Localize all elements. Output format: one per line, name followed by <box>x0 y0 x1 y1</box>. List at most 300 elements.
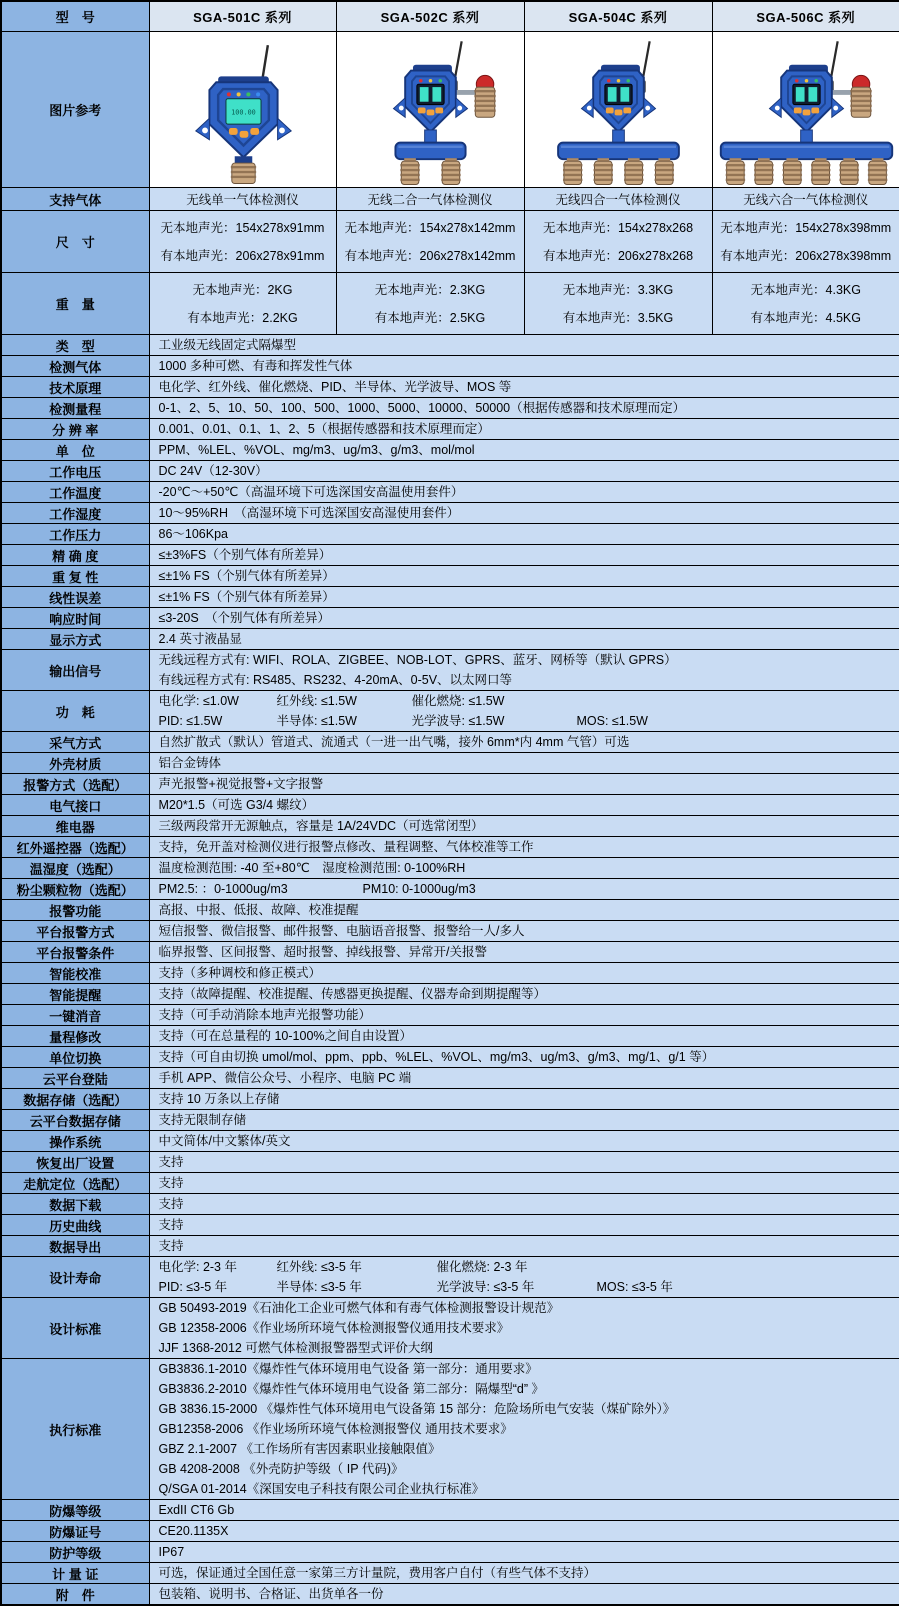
table-row <box>1 1542 899 1563</box>
model-header: SGA-501C 系列 <box>149 1 336 32</box>
spec-line <box>159 1399 899 1419</box>
row-label: 一键消音 <box>1 1005 149 1026</box>
table-row <box>1 1563 899 1584</box>
spec-line <box>159 524 899 544</box>
spec-segment: GB 4208-2008 《外壳防护等级（ IP 代码)》 <box>159 1459 404 1479</box>
spec-line: 无本地声光：4.3KG <box>714 276 899 304</box>
row-label: 外壳材质 <box>1 753 149 774</box>
spec-line <box>159 1584 899 1604</box>
spec-line: 无本地声光：154x278x142mm <box>338 214 523 242</box>
table-row <box>1 629 899 650</box>
table-row <box>1 377 899 398</box>
spec-value <box>149 1359 899 1500</box>
spec-line: 有本地声光：2.2KG <box>151 304 335 332</box>
spec-segment: 2.4 英寸液晶显 <box>159 629 242 649</box>
row-label: 分 辨 率 <box>1 419 149 440</box>
spec-line <box>159 608 899 628</box>
spec-segment: GB 3836.15-2000 《爆炸性气体环境用电气设备第 15 部分：危险场所电气安装（煤矿除外）》 <box>159 1399 676 1419</box>
spec-value <box>149 1047 899 1068</box>
spec-segment: M20*1.5（可选 G3/4 螺纹） <box>159 795 315 815</box>
table-row <box>1 963 899 984</box>
spec-value <box>149 1068 899 1089</box>
row-label: 数据存储（选配） <box>1 1089 149 1110</box>
row-label: 云平台登陆 <box>1 1068 149 1089</box>
spec-segment: ≤±3%FS（个别气体有所差异） <box>159 545 332 565</box>
spec-segment: -20℃～+50℃（高温环境下可选深国安高温使用套件） <box>159 482 464 502</box>
spec-segment: 支持 10 万条以上存储 <box>159 1089 280 1109</box>
spec-line: 无本地声光：154x278x398mm <box>714 214 899 242</box>
spec-value: 无线单一气体检测仪 <box>149 188 336 211</box>
row-label: 平台报警条件 <box>1 942 149 963</box>
spec-line <box>159 1277 899 1297</box>
spec-line <box>159 1500 899 1520</box>
spec-value <box>149 858 899 879</box>
spec-line <box>159 774 899 794</box>
sga-501c-detector-icon <box>150 32 336 187</box>
table-row <box>1 879 899 900</box>
row-label: 数据下载 <box>1 1194 149 1215</box>
row-label: 走航定位（选配） <box>1 1173 149 1194</box>
table-row <box>1 1131 899 1152</box>
spec-value <box>149 461 899 482</box>
spec-value <box>149 1542 899 1563</box>
table-row <box>1 732 899 753</box>
spec-value <box>149 900 899 921</box>
table-row <box>1 566 899 587</box>
spec-segment: 红外线: ≤1.5W <box>277 691 412 711</box>
row-label: 显示方式 <box>1 629 149 650</box>
row-label: 功 耗 <box>1 691 149 732</box>
spec-value: 无线二合一气体检测仪 <box>336 188 524 211</box>
spec-line <box>159 1005 899 1025</box>
row-label: 防爆等级 <box>1 1500 149 1521</box>
spec-line <box>159 1194 899 1214</box>
spec-segment: 三级两段常开无源触点，容量是 1A/24VDC（可选常闭型） <box>159 816 484 836</box>
spec-value <box>712 211 899 273</box>
spec-segment: Q/SGA 01-2014《深国安电子科技有限公司企业执行标准》 <box>159 1479 485 1499</box>
spec-value <box>149 1236 899 1257</box>
spec-segment: 支持无限制存储 <box>159 1110 247 1130</box>
spec-value <box>149 419 899 440</box>
row-label: 输出信号 <box>1 650 149 691</box>
spec-value <box>149 566 899 587</box>
spec-line <box>159 377 899 397</box>
spec-line <box>159 691 899 711</box>
row-label: 计 量 证 <box>1 1563 149 1584</box>
spec-segment: PM2.5: ：0-1000ug/m3 <box>159 879 363 899</box>
spec-segment: GB3836.2-2010《爆炸性气体环境用电气设备 第二部分：隔爆型“d” 》 <box>159 1379 545 1399</box>
row-label: 尺 寸 <box>1 211 149 273</box>
spec-segment: 支持（可手动消除本地声光报警功能） <box>159 1005 372 1025</box>
row-label: 工作压力 <box>1 524 149 545</box>
spec-segment: 半导体: ≤1.5W <box>277 711 412 731</box>
row-label: 历史曲线 <box>1 1215 149 1236</box>
spec-line <box>159 1131 899 1151</box>
table-row <box>1 1236 899 1257</box>
table-row <box>1 398 899 419</box>
spec-line: 有本地声光：206x278x142mm <box>338 242 523 270</box>
spec-segment: ≤±1% FS（个别气体有所差异） <box>159 566 335 586</box>
row-label: 温湿度（选配） <box>1 858 149 879</box>
spec-line <box>159 1459 899 1479</box>
spec-segment: GB 12358-2006《作业场所环境气体检测报警仪通用技术要求》 <box>159 1318 510 1338</box>
spec-value <box>149 1005 899 1026</box>
spec-segment: PPM、%LEL、%VOL、mg/m3、ug/m3、g/m3、mol/mol <box>159 440 475 460</box>
spec-segment: GBZ 2.1-2007 《工作场所有害因素职业接触限值》 <box>159 1439 441 1459</box>
table-row <box>1 1110 899 1131</box>
spec-line: 有本地声光：3.5KG <box>526 304 711 332</box>
spec-segment: 支持 <box>159 1236 184 1256</box>
row-label: 型 号 <box>1 1 149 32</box>
sga-502c-detector-icon <box>337 32 524 187</box>
spec-segment: CE20.1135X <box>159 1521 229 1541</box>
spec-line <box>159 858 899 878</box>
spec-segment: 温度检测范围: -40 至+80℃ 湿度检测范围: 0-100%RH <box>159 858 466 878</box>
spec-segment: 无线远程方式有: WIFI、ROLA、ZIGBEE、NOB-LOT、GPRS、蓝牙、网桥等（默认 GPRS） <box>159 650 677 670</box>
spec-value <box>149 503 899 524</box>
spec-value <box>149 963 899 984</box>
row-label: 响应时间 <box>1 608 149 629</box>
spec-segment: PID: ≤3-5 年 <box>159 1277 277 1297</box>
spec-line <box>159 1298 899 1318</box>
table-row <box>1 440 899 461</box>
row-label: 量程修改 <box>1 1026 149 1047</box>
spec-segment: 支持 <box>159 1152 184 1172</box>
row-label: 防爆证号 <box>1 1521 149 1542</box>
spec-segment: 短信报警、微信报警、邮件报警、电脑语音报警、报警给一人/多人 <box>159 921 525 941</box>
row-label: 检测气体 <box>1 356 149 377</box>
row-label: 精 确 度 <box>1 545 149 566</box>
spec-value <box>149 211 336 273</box>
spec-value <box>149 795 899 816</box>
spec-line <box>159 440 899 460</box>
row-label: 恢复出厂设置 <box>1 1152 149 1173</box>
table-row <box>1 524 899 545</box>
table-row <box>1 1152 899 1173</box>
spec-line <box>159 1110 899 1130</box>
spec-line <box>159 1419 899 1439</box>
spec-line <box>159 900 899 920</box>
spec-line <box>159 1563 899 1583</box>
spec-line <box>159 461 899 481</box>
row-label: 执行标准 <box>1 1359 149 1500</box>
spec-line <box>159 419 899 439</box>
spec-segment: 支持 <box>159 1194 184 1214</box>
spec-value <box>149 1173 899 1194</box>
table-row <box>1 461 899 482</box>
spec-line <box>159 1479 899 1499</box>
row-label: 操作系统 <box>1 1131 149 1152</box>
row-label: 报警方式（选配） <box>1 774 149 795</box>
spec-segment: 工业级无线固定式隔爆型 <box>159 335 297 355</box>
spec-line <box>159 732 899 752</box>
spec-value <box>149 732 899 753</box>
spec-value <box>524 211 712 273</box>
spec-segment: 10～95%RH （高湿环境下可选深国安高湿使用套件） <box>159 503 460 523</box>
spec-line: 有本地声光：206x278x268 <box>526 242 711 270</box>
row-label: 智能提醒 <box>1 984 149 1005</box>
spec-segment: 高报、中报、低报、故障、校准提醒 <box>159 900 359 920</box>
row-label: 报警功能 <box>1 900 149 921</box>
spec-value <box>149 629 899 650</box>
spec-segment: ≤±1% FS（个别气体有所差异） <box>159 587 335 607</box>
product-image <box>336 32 524 188</box>
sga-504c-detector-icon <box>525 32 712 187</box>
table-row <box>1 482 899 503</box>
row-label: 红外遥控器（选配） <box>1 837 149 858</box>
table-row <box>1 1298 899 1359</box>
row-label: 线性误差 <box>1 587 149 608</box>
spec-line: 无本地声光：154x278x91mm <box>151 214 335 242</box>
spec-segment: GB 50493-2019《石油化工企业可燃气体和有毒气体检测报警设计规范》 <box>159 1298 560 1318</box>
row-label: 技术原理 <box>1 377 149 398</box>
spec-segment: 支持（故障提醒、校准提醒、传感器更换提醒、仪器寿命到期提醒等） <box>159 984 547 1004</box>
spec-value <box>336 273 524 335</box>
spec-line <box>159 1236 899 1256</box>
spec-line <box>159 1026 899 1046</box>
spec-line <box>159 670 899 690</box>
spec-segment: 包装箱、说明书、合格证、出货单各一份 <box>159 1584 384 1604</box>
spec-segment: 电化学: 2-3 年 <box>159 1257 277 1277</box>
spec-line <box>159 1047 899 1067</box>
spec-segment: 自然扩散式（默认）管道式、流通式（一进一出气嘴，接外 6mm*内 4mm 气管）可选 <box>159 732 630 752</box>
model-header: SGA-506C 系列 <box>712 1 899 32</box>
spec-line <box>159 1173 899 1193</box>
spec-value <box>149 440 899 461</box>
spec-line <box>159 795 899 815</box>
table-row <box>1 1089 899 1110</box>
spec-segment: JJF 1368-2012 可燃气体检测报警器型式评价大纲 <box>159 1338 433 1358</box>
row-label: 粉尘颗粒物（选配） <box>1 879 149 900</box>
table-row <box>1 691 899 732</box>
spec-value <box>149 1563 899 1584</box>
product-image <box>524 32 712 188</box>
spec-segment: 支持（可自由切换 umol/mol、ppm、ppb、%LEL、%VOL、mg/m3、ug/m3、g/m3、mg/1、g/1 等） <box>159 1047 715 1067</box>
spec-line <box>159 711 899 731</box>
row-label: 防护等级 <box>1 1542 149 1563</box>
spec-segment: 临界报警、区间报警、超时报警、掉线报警、异常开/关报警 <box>159 942 487 962</box>
spec-value <box>149 587 899 608</box>
row-label: 设计寿命 <box>1 1257 149 1298</box>
spec-value <box>149 1500 899 1521</box>
spec-line <box>159 1439 899 1459</box>
table-row <box>1 1026 899 1047</box>
spec-line <box>159 1257 899 1277</box>
spec-segment: 支持 <box>159 1173 184 1193</box>
spec-line <box>159 566 899 586</box>
row-label: 类 型 <box>1 335 149 356</box>
spec-segment: ExdII CT6 Gb <box>159 1500 235 1520</box>
spec-segment: PM10: 0-1000ug/m3 <box>363 879 476 899</box>
spec-value <box>149 524 899 545</box>
spec-value: 无线六合一气体检测仪 <box>712 188 899 211</box>
row-label: 工作湿度 <box>1 503 149 524</box>
model-header: SGA-504C 系列 <box>524 1 712 32</box>
spec-value <box>149 879 899 900</box>
row-label: 数据导出 <box>1 1236 149 1257</box>
spec-segment: 有线远程方式有: RS485、RS232、4-20mA、0-5V、以太网口等 <box>159 670 513 690</box>
row-label: 单 位 <box>1 440 149 461</box>
table-row <box>1 921 899 942</box>
table-row <box>1 1047 899 1068</box>
spec-segment: 可选，保证通过全国任意一家第三方计量院，费用客户自付（有些气体不支持） <box>159 1563 597 1583</box>
spec-line <box>159 482 899 502</box>
spec-segment: 支持 <box>159 1215 184 1235</box>
spec-line <box>159 650 899 670</box>
table-row <box>1 816 899 837</box>
spec-line <box>159 1521 899 1541</box>
spec-segment: GB3836.1-2010《爆炸性气体环境用电气设备 第一部分：通用要求》 <box>159 1359 538 1379</box>
spec-segment: 催化燃烧: ≤1.5W <box>412 691 505 711</box>
spec-value <box>149 356 899 377</box>
spec-segment: MOS: ≤3-5 年 <box>597 1277 673 1297</box>
table-row <box>1 1068 899 1089</box>
spec-line <box>159 753 899 773</box>
spec-line <box>159 398 899 418</box>
spec-value <box>149 273 336 335</box>
table-row <box>1 1005 899 1026</box>
spec-segment: MOS: ≤1.5W <box>577 711 648 731</box>
sga-506c-detector-icon <box>713 32 899 187</box>
spec-value <box>149 335 899 356</box>
spec-line: 无本地声光：154x278x268 <box>526 214 711 242</box>
spec-line <box>159 587 899 607</box>
svg-text:100.00: 100.00 <box>231 108 256 116</box>
row-label: 附 件 <box>1 1584 149 1606</box>
spec-line <box>159 545 899 565</box>
spec-segment: PID: ≤1.5W <box>159 711 277 731</box>
table-row <box>1 356 899 377</box>
spec-line: 有本地声光：206x278x398mm <box>714 242 899 270</box>
spec-segment: 中文简体/中文繁体/英文 <box>159 1131 291 1151</box>
table-row <box>1 587 899 608</box>
spec-value <box>149 753 899 774</box>
spec-value <box>149 942 899 963</box>
spec-line <box>159 1359 899 1379</box>
table-row <box>1 774 899 795</box>
table-row <box>1 1584 899 1606</box>
table-row <box>1 837 899 858</box>
spec-line <box>159 816 899 836</box>
product-image <box>149 32 336 188</box>
spec-value <box>149 774 899 795</box>
table-row <box>1 1521 899 1542</box>
table-row <box>1 795 899 816</box>
spec-line <box>159 879 899 899</box>
spec-value <box>149 377 899 398</box>
product-image <box>712 32 899 188</box>
table-row <box>1 1359 899 1500</box>
spec-line <box>159 629 899 649</box>
table-row <box>1 1 899 32</box>
table-row <box>1 419 899 440</box>
table-row <box>1 984 899 1005</box>
table-row <box>1 1173 899 1194</box>
table-row <box>1 1194 899 1215</box>
table-row <box>1 1500 899 1521</box>
spec-line <box>159 335 899 355</box>
table-row <box>1 608 899 629</box>
row-label: 支持气体 <box>1 188 149 211</box>
spec-segment: 光学波导: ≤1.5W <box>412 711 577 731</box>
spec-value <box>149 1521 899 1542</box>
spec-segment: 声光报警+视觉报警+文字报警 <box>159 774 324 794</box>
spec-value <box>149 398 899 419</box>
spec-line <box>159 1068 899 1088</box>
table-row <box>1 211 899 273</box>
spec-segment: 1000 多种可燃、有毒和挥发性气体 <box>159 356 353 376</box>
spec-value <box>149 1215 899 1236</box>
spec-segment: 半导体: ≤3-5 年 <box>277 1277 437 1297</box>
spec-value <box>149 1194 899 1215</box>
spec-line <box>159 921 899 941</box>
spec-line: 无本地声光：2.3KG <box>338 276 523 304</box>
row-label: 图片参考 <box>1 32 149 188</box>
row-label: 采气方式 <box>1 732 149 753</box>
model-header: SGA-502C 系列 <box>336 1 524 32</box>
spec-value <box>149 921 899 942</box>
row-label: 智能校准 <box>1 963 149 984</box>
row-label: 重 复 性 <box>1 566 149 587</box>
spec-value <box>149 1298 899 1359</box>
table-row <box>1 32 899 188</box>
spec-value <box>336 211 524 273</box>
spec-value <box>149 816 899 837</box>
spec-segment: 铝合金铸体 <box>159 753 222 773</box>
spec-line <box>159 1338 899 1358</box>
spec-segment: 手机 APP、微信公众号、小程序、电脑 PC 端 <box>159 1068 412 1088</box>
table-row <box>1 900 899 921</box>
spec-value <box>149 1152 899 1173</box>
spec-line <box>159 1379 899 1399</box>
spec-line <box>159 1215 899 1235</box>
spec-segment: 电化学: ≤1.0W <box>159 691 277 711</box>
spec-segment: 光学波导: ≤3-5 年 <box>437 1277 597 1297</box>
row-label: 单位切换 <box>1 1047 149 1068</box>
spec-line <box>159 1318 899 1338</box>
spec-value <box>149 837 899 858</box>
spec-segment: DC 24V（12-30V） <box>159 461 268 481</box>
spec-line <box>159 942 899 962</box>
row-label: 重 量 <box>1 273 149 335</box>
table-row <box>1 503 899 524</box>
table-row <box>1 650 899 691</box>
spec-value <box>149 984 899 1005</box>
spec-value <box>149 608 899 629</box>
table-row <box>1 1257 899 1298</box>
row-label: 平台报警方式 <box>1 921 149 942</box>
table-row <box>1 273 899 335</box>
table-row <box>1 753 899 774</box>
spec-segment: 催化燃烧: 2-3 年 <box>437 1257 528 1277</box>
spec-value <box>149 1257 899 1298</box>
row-label: 维电器 <box>1 816 149 837</box>
spec-value <box>149 1026 899 1047</box>
spec-segment: 0-1、2、5、10、50、100、500、1000、5000、10000、50000（根据传感器和技术原理而定） <box>159 398 686 418</box>
table-row <box>1 545 899 566</box>
spec-segment: 支持，免开盖对检测仪进行报警点修改、量程调整、气体校准等工作 <box>159 837 534 857</box>
spec-value <box>712 273 899 335</box>
spec-value <box>149 1131 899 1152</box>
spec-value <box>149 650 899 691</box>
spec-value <box>149 545 899 566</box>
spec-line <box>159 984 899 1004</box>
spec-value <box>149 691 899 732</box>
spec-segment: 支持（可在总量程的 10-100%之间自由设置） <box>159 1026 413 1046</box>
table-row <box>1 1215 899 1236</box>
row-label: 工作电压 <box>1 461 149 482</box>
spec-line <box>159 963 899 983</box>
